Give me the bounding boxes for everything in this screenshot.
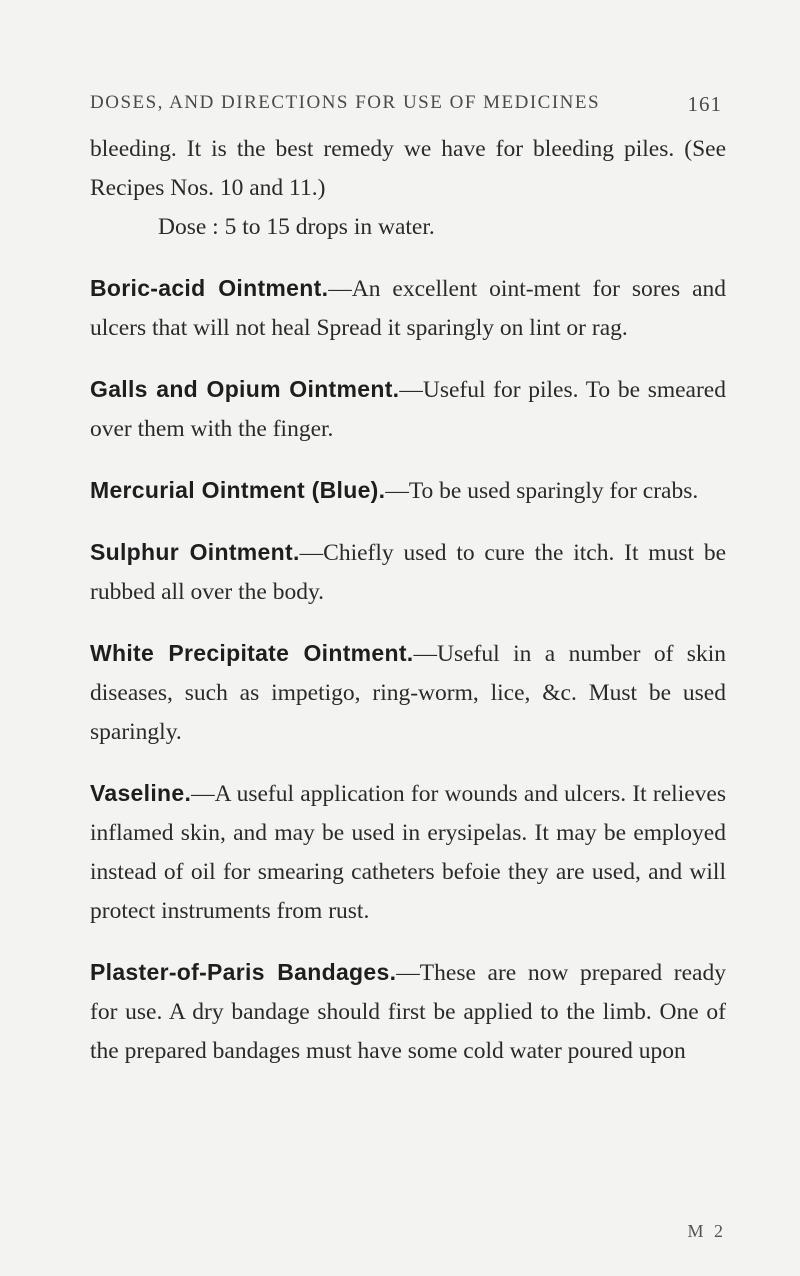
entry-sulphur-ointment	[90, 533, 726, 612]
entry-text: —These are now prepared ready for use. A dry bandage should first be applied to the limb. One of the prepared bandages must have some cold water poured upon	[90, 960, 726, 1064]
entry-heading: Vaseline.	[90, 780, 192, 806]
entry-text: —A useful application for wounds and ulcers. It relieves inflamed skin, and may be used in erysipelas. It may be employed instead of oil for smearing catheters befoie they are used, and will protect instruments from rust.	[90, 781, 726, 924]
entry-plaster-of-paris-bandages	[90, 953, 726, 1071]
entry-vaseline	[90, 774, 726, 931]
entry-text: —Useful in a number of skin diseases, such as impetigo, ring-worm, lice, &c. Must be used sparingly.	[90, 641, 726, 745]
entry-heading: Mercurial Ointment (Blue).	[90, 477, 386, 503]
entry-heading: Galls and Opium Ointment.	[90, 376, 400, 402]
continued-paragraph: bleeding. It is the best remedy we have for bleeding piles. (See Recipes Nos. 10 and 11.)	[90, 136, 726, 201]
running-head-title: DOSES, AND DIRECTIONS FOR USE OF MEDICINES	[90, 92, 601, 113]
running-head	[90, 92, 722, 117]
entry-heading: Sulphur Ointment.	[90, 539, 300, 565]
entry-boric-acid-ointment	[90, 269, 726, 348]
entry-galls-opium-ointment	[90, 370, 726, 449]
entry-mercurial-ointment	[90, 471, 726, 511]
entry-heading: White Precipitate Ointment.	[90, 640, 414, 666]
entry-text: —An excellent oint-ment for sores and ulcers that will not heal Spread it sparingly on lint or rag.	[90, 276, 726, 341]
entry-heading: Plaster-of-Paris Bandages.	[90, 959, 397, 985]
entry-heading: Boric-acid Ointment.	[90, 275, 329, 301]
page-number: 161	[687, 92, 722, 116]
entry-white-precipitate-ointment	[90, 634, 726, 752]
entry-text: —Chiefly used to cure the itch. It must be rubbed all over the body.	[90, 540, 726, 605]
entry-text: —Useful for piles. To be smeared over them with the finger.	[90, 377, 726, 442]
dose-line: Dose : 5 to 15 drops in water.	[158, 214, 435, 240]
signature-mark: M 2	[687, 1221, 726, 1241]
page-body	[90, 130, 726, 1071]
entry-text: —To be used sparingly for crabs.	[385, 478, 699, 504]
